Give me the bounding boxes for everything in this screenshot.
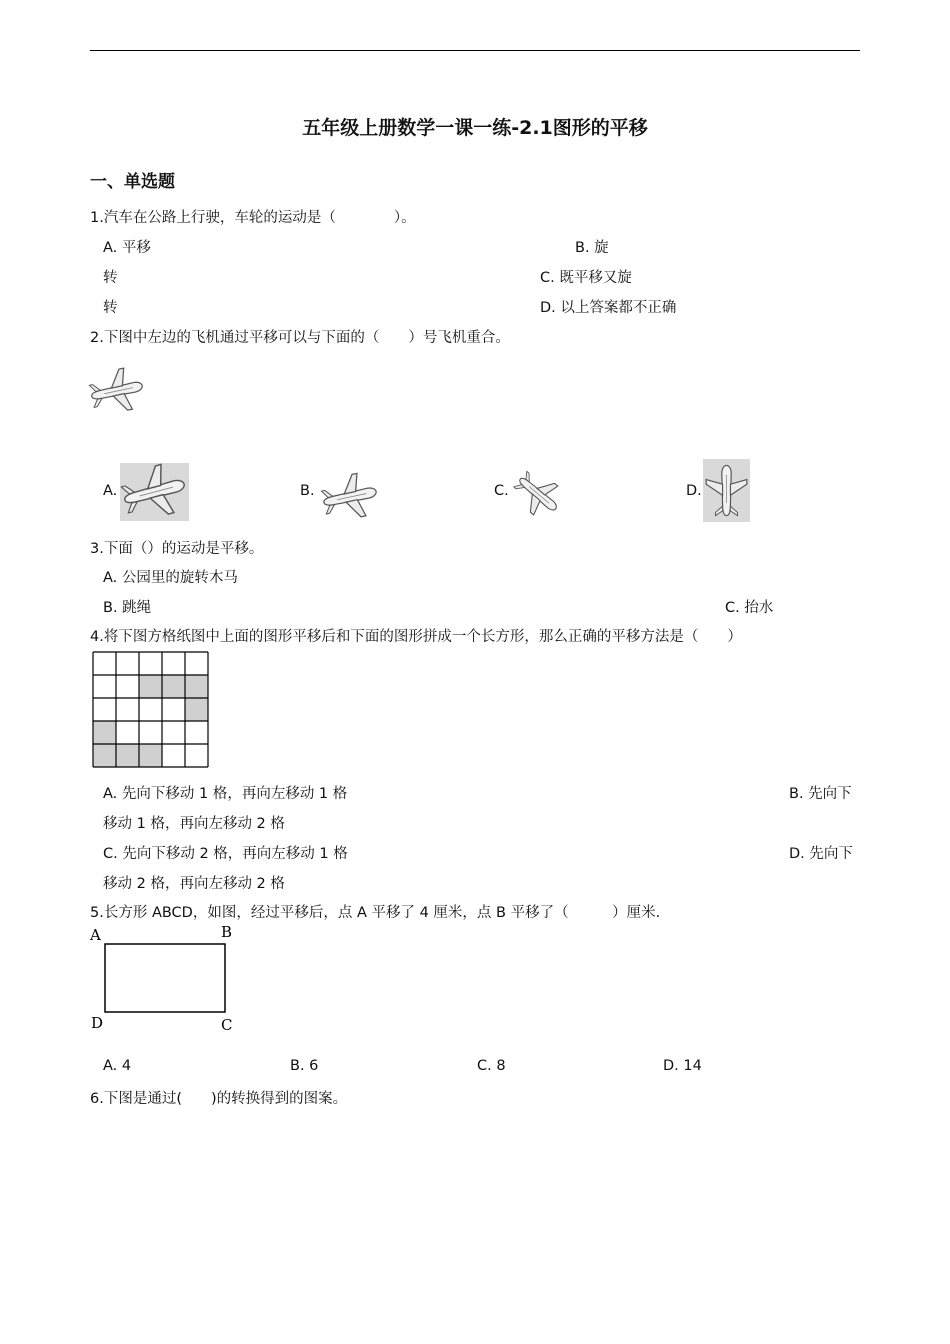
q5-option-d[interactable]: D. 14 [663, 1058, 702, 1074]
label-a: A [90, 926, 101, 944]
q3-stem: 3.下面（）的运动是平移。 [90, 541, 264, 557]
q1-option-c[interactable]: C. 既平移又旋 [540, 270, 632, 286]
q3-option-a[interactable]: A. 公园里的旋转木马 [103, 570, 238, 586]
q4-option-a[interactable]: A. 先向下移动 1 格，再向左移动 1 格 [103, 786, 348, 802]
header-rule [90, 50, 860, 51]
q3-option-b[interactable]: B. 跳绳 [103, 600, 152, 616]
q1-stem: 1.汽车在公路上行驶，车轮的运动是（ ）。 [90, 210, 416, 226]
q2-option-c[interactable]: C. [494, 483, 509, 499]
q2-option-d-plane-image[interactable] [703, 459, 750, 522]
q5-rectangle-figure [88, 922, 238, 1034]
q5-option-c[interactable]: C. 8 [477, 1058, 506, 1074]
q6-stem: 6.下图是通过( )的转换得到的图案。 [90, 1091, 348, 1107]
section-heading: 一、单选题 [90, 172, 175, 192]
q1-option-c-wrap: 转 [103, 300, 118, 316]
q5-option-b[interactable]: B. 6 [290, 1058, 319, 1074]
q4-grid-figure [92, 651, 210, 768]
q5-stem: 5.长方形 ABCD，如图，经过平移后，点 A 平移了 4 厘米，点 B 平移了（ ）厘米. [90, 905, 661, 921]
q1-option-a[interactable]: A. 平移 [103, 240, 151, 256]
q2-reference-plane-image [88, 366, 146, 416]
q4-option-c[interactable]: C. 先向下移动 2 格，再向左移动 1 格 [103, 846, 348, 862]
q2-option-a-plane-image[interactable] [120, 463, 189, 521]
q2-option-b-plane-image[interactable] [320, 472, 380, 522]
q2-option-b[interactable]: B. [300, 483, 315, 499]
q4-option-b-wrap: 移动 1 格，再向左移动 2 格 [103, 816, 285, 832]
q1-option-b-wrap: 转 [103, 270, 118, 286]
q2-option-c-plane-image[interactable] [512, 466, 564, 522]
q4-option-b[interactable]: B. 先向下 [789, 786, 852, 802]
q1-option-d[interactable]: D. 以上答案都不正确 [540, 300, 677, 316]
q1-option-b[interactable]: B. 旋 [575, 240, 609, 256]
q3-option-c[interactable]: C. 抬水 [725, 600, 774, 616]
label-c: C [221, 1016, 233, 1034]
q2-option-d[interactable]: D. [686, 483, 702, 499]
label-b: B [221, 923, 233, 941]
q2-stem: 2.下图中左边的飞机通过平移可以与下面的（ ）号飞机重合。 [90, 330, 510, 346]
label-d: D [91, 1014, 104, 1032]
page-title: 五年级上册数学一课一练-2.1图形的平移 [302, 117, 648, 139]
q4-option-d[interactable]: D. 先向下 [789, 846, 853, 862]
q4-option-d-wrap: 移动 2 格，再向左移动 2 格 [103, 876, 285, 892]
q2-option-a[interactable]: A. [103, 483, 118, 499]
q4-stem: 4.将下图方格纸图中上面的图形平移后和下面的图形拼成一个长方形，那么正确的平移方法是（ ） [90, 629, 742, 645]
rectangle-abcd [105, 944, 225, 1012]
q5-option-a[interactable]: A. 4 [103, 1058, 132, 1074]
